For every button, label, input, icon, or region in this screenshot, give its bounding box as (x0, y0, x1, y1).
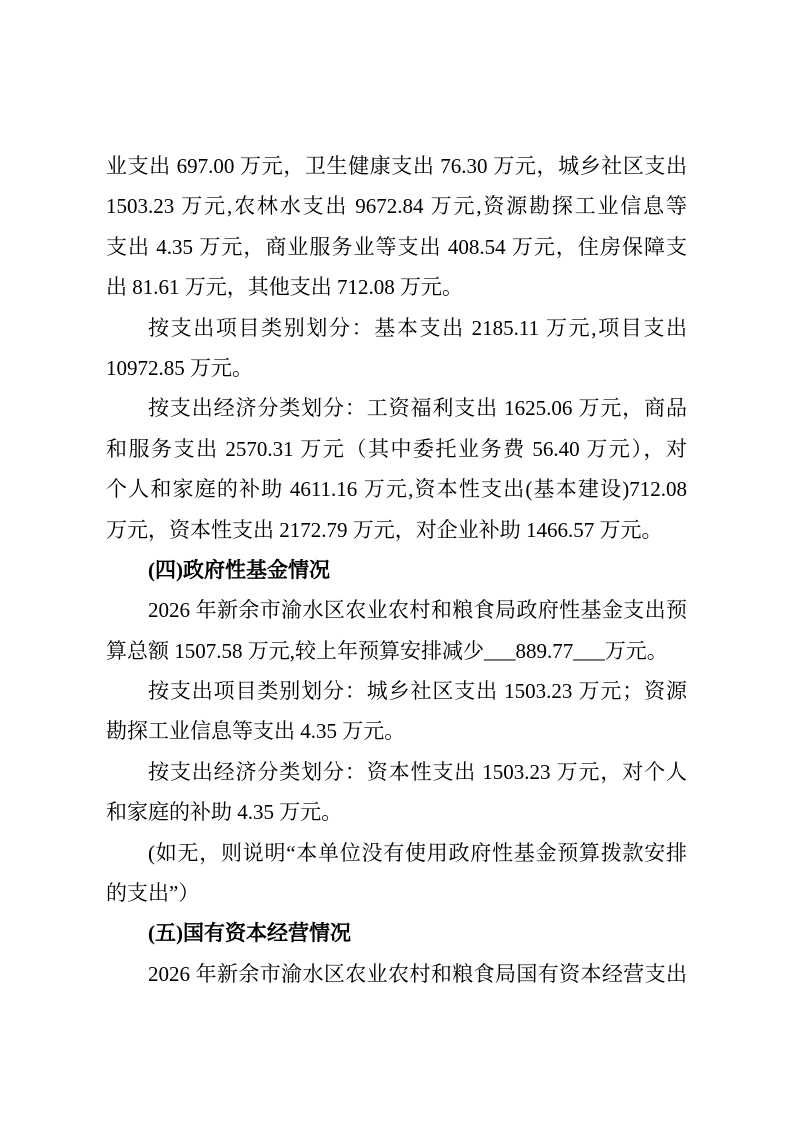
document-body (106, 146, 687, 994)
section-heading-state-capital: (五)国有资本经营情况 (148, 921, 351, 946)
body-line: 个人和家庭的补助 4611.16 万元,资本性支出(基本建设)712.08 (106, 477, 687, 502)
body-line: 出 81.61 万元，其他支出 712.08 万元。 (106, 275, 463, 300)
section-heading-gov-funds: (四)政府性基金情况 (148, 557, 330, 582)
body-line: 的支出”） (106, 881, 200, 906)
body-line: 算总额 1507.58 万元,较上年预算安排减少___889.77___万元。 (106, 638, 668, 663)
body-line: 1503.23 万元,农林水支出 9672.84 万元,资源勘探工业信息等 (106, 194, 687, 219)
body-line: 业支出 697.00 万元，卫生健康支出 76.30 万元，城乡社区支出 (106, 154, 687, 178)
body-line: (如无，则说明“本单位没有使用政府性基金预算拨款安排 (148, 840, 687, 865)
body-line: 勘探工业信息等支出 4.35 万元。 (106, 719, 406, 744)
body-line: 和家庭的补助 4.35 万元。 (106, 800, 343, 825)
body-line: 2026 年新余市渝水区农业农村和粮食局国有资本经营支出 (148, 961, 687, 986)
body-line: 支出 4.35 万元，商业服务业等支出 408.54 万元，住房保障支 (106, 234, 687, 259)
body-line: 按支出经济分类划分：工资福利支出 1625.06 万元，商品 (148, 396, 687, 421)
body-line: 按支出经济分类划分：资本性支出 1503.23 万元，对个人 (148, 759, 687, 784)
body-line: 按支出项目类别划分：城乡社区支出 1503.23 万元；资源 (148, 679, 687, 704)
body-line: 2026 年新余市渝水区农业农村和粮食局政府性基金支出预 (148, 598, 687, 623)
body-line: 按支出项目类别划分：基本支出 2185.11 万元,项目支出 (148, 315, 687, 340)
body-line: 万元，资本性支出 2172.79 万元，对企业补助 1466.57 万元。 (106, 517, 663, 542)
body-line: 和服务支出 2570.31 万元（其中委托业务费 56.40 万元），对 (106, 436, 687, 461)
body-line: 10972.85 万元。 (106, 355, 253, 380)
